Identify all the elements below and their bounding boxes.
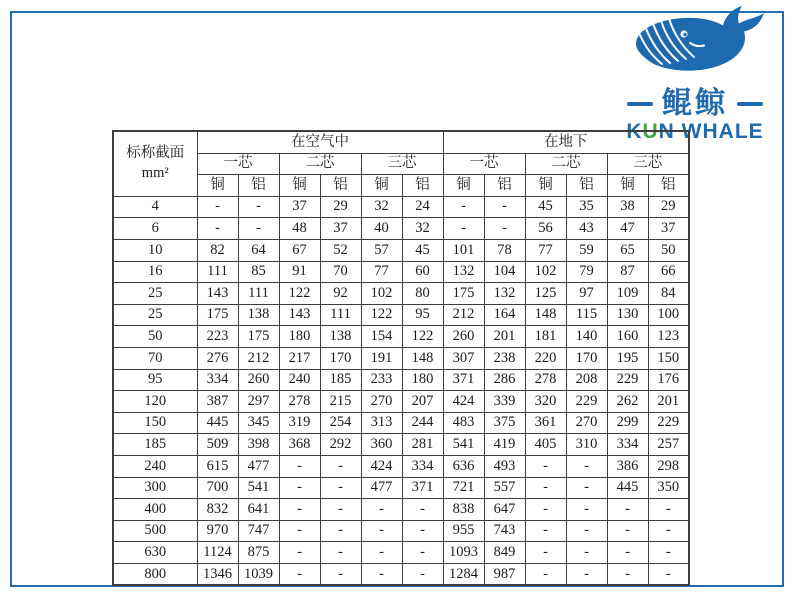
section-cell: 50	[113, 326, 197, 348]
value-cell: 292	[320, 434, 361, 456]
section-cell: 16	[113, 261, 197, 283]
value-cell: 278	[279, 391, 320, 413]
value-cell: 56	[525, 218, 566, 240]
value-cell: -	[648, 542, 689, 564]
value-cell: 132	[443, 261, 484, 283]
ampacity-table	[112, 130, 690, 586]
value-cell: 87	[607, 261, 648, 283]
value-cell: 1124	[197, 542, 238, 564]
logo-dash-left	[627, 102, 653, 106]
value-cell: 398	[238, 434, 279, 456]
value-cell: 47	[607, 218, 648, 240]
value-cell: 77	[361, 261, 402, 283]
value-cell: 212	[443, 304, 484, 326]
value-cell: 185	[320, 369, 361, 391]
value-cell: 59	[566, 239, 607, 261]
section-cell: 400	[113, 499, 197, 521]
value-cell: -	[320, 542, 361, 564]
section-cell: 630	[113, 542, 197, 564]
core-header-row	[113, 153, 689, 175]
value-cell: -	[279, 542, 320, 564]
value-cell: 40	[361, 218, 402, 240]
table-row	[113, 499, 689, 521]
value-cell: 260	[443, 326, 484, 348]
value-cell: 375	[484, 412, 525, 434]
value-cell: 299	[607, 412, 648, 434]
value-cell: 104	[484, 261, 525, 283]
core-header: 二芯	[279, 153, 361, 175]
value-cell: -	[566, 563, 607, 585]
value-cell: 101	[443, 239, 484, 261]
value-cell: 29	[648, 196, 689, 218]
value-cell: 80	[402, 283, 443, 305]
value-cell: 424	[361, 455, 402, 477]
section-cell: 95	[113, 369, 197, 391]
value-cell: -	[566, 542, 607, 564]
core-header: 三芯	[361, 153, 443, 175]
value-cell: 102	[361, 283, 402, 305]
value-cell: 52	[320, 239, 361, 261]
value-cell: -	[320, 477, 361, 499]
value-cell: 122	[279, 283, 320, 305]
value-cell: 181	[525, 326, 566, 348]
value-cell: -	[402, 542, 443, 564]
value-cell: 29	[320, 196, 361, 218]
value-cell: 32	[361, 196, 402, 218]
value-cell: 307	[443, 347, 484, 369]
value-cell: -	[361, 520, 402, 542]
value-cell: -	[402, 563, 443, 585]
value-cell: 262	[607, 391, 648, 413]
section-cell: 300	[113, 477, 197, 499]
material-header: 铝	[484, 175, 525, 197]
value-cell: 257	[648, 434, 689, 456]
value-cell: -	[525, 499, 566, 521]
value-cell: 148	[402, 347, 443, 369]
value-cell: 125	[525, 283, 566, 305]
value-cell: 636	[443, 455, 484, 477]
value-cell: -	[361, 542, 402, 564]
value-cell: -	[279, 477, 320, 499]
core-header: 三芯	[607, 153, 689, 175]
value-cell: 270	[566, 412, 607, 434]
value-cell: 215	[320, 391, 361, 413]
value-cell: 955	[443, 520, 484, 542]
value-cell: 557	[484, 477, 525, 499]
corner-title: 标称截面	[126, 145, 185, 162]
value-cell: 445	[197, 412, 238, 434]
value-cell: 229	[648, 412, 689, 434]
logo-en-u: U	[642, 119, 659, 143]
value-cell: -	[525, 520, 566, 542]
value-cell: 111	[197, 261, 238, 283]
section-cell: 800	[113, 563, 197, 585]
value-cell: -	[484, 196, 525, 218]
value-cell: 201	[648, 391, 689, 413]
section-cell: 6	[113, 218, 197, 240]
core-header: 一芯	[197, 153, 279, 175]
value-cell: -	[525, 477, 566, 499]
value-cell: 37	[279, 196, 320, 218]
table-row	[113, 412, 689, 434]
value-cell: 334	[402, 455, 443, 477]
value-cell: 180	[279, 326, 320, 348]
value-cell: 371	[402, 477, 443, 499]
value-cell: -	[361, 499, 402, 521]
section-cell: 70	[113, 347, 197, 369]
value-cell: 148	[525, 304, 566, 326]
value-cell: 387	[197, 391, 238, 413]
material-header: 铜	[443, 175, 484, 197]
value-cell: 92	[320, 283, 361, 305]
value-cell: 220	[525, 347, 566, 369]
value-cell: 82	[197, 239, 238, 261]
value-cell: 970	[197, 520, 238, 542]
value-cell: 875	[238, 542, 279, 564]
value-cell: 240	[279, 369, 320, 391]
value-cell: 286	[484, 369, 525, 391]
value-cell: 85	[238, 261, 279, 283]
value-cell: 229	[566, 391, 607, 413]
value-cell: -	[525, 455, 566, 477]
value-cell: 100	[648, 304, 689, 326]
value-cell: 140	[566, 326, 607, 348]
value-cell: 743	[484, 520, 525, 542]
logo-cn-row	[606, 88, 784, 120]
value-cell: 122	[402, 326, 443, 348]
group-header-air: 在空气中	[197, 131, 443, 153]
value-cell: 509	[197, 434, 238, 456]
value-cell: 84	[648, 283, 689, 305]
value-cell: 45	[402, 239, 443, 261]
value-cell: 319	[279, 412, 320, 434]
value-cell: 67	[279, 239, 320, 261]
value-cell: 254	[320, 412, 361, 434]
value-cell: 419	[484, 434, 525, 456]
material-header: 铜	[197, 175, 238, 197]
value-cell: 541	[238, 477, 279, 499]
value-cell: -	[402, 520, 443, 542]
corner-unit: mm²	[141, 164, 169, 181]
value-cell: 150	[648, 347, 689, 369]
value-cell: 138	[320, 326, 361, 348]
value-cell: 339	[484, 391, 525, 413]
material-header: 铝	[566, 175, 607, 197]
value-cell: -	[320, 455, 361, 477]
value-cell: 477	[361, 477, 402, 499]
value-cell: 445	[607, 477, 648, 499]
value-cell: -	[238, 218, 279, 240]
value-cell: -	[320, 499, 361, 521]
value-cell: 143	[279, 304, 320, 326]
section-cell: 150	[113, 412, 197, 434]
value-cell: -	[320, 563, 361, 585]
value-cell: 132	[484, 283, 525, 305]
material-header: 铜	[361, 175, 402, 197]
table-row	[113, 326, 689, 348]
value-cell: -	[279, 499, 320, 521]
value-cell: -	[566, 477, 607, 499]
value-cell: 175	[443, 283, 484, 305]
table-row	[113, 261, 689, 283]
material-header: 铜	[525, 175, 566, 197]
section-cell: 500	[113, 520, 197, 542]
value-cell: 217	[279, 347, 320, 369]
value-cell: 477	[238, 455, 279, 477]
value-cell: 838	[443, 499, 484, 521]
value-cell: -	[443, 218, 484, 240]
value-cell: 57	[361, 239, 402, 261]
material-header: 铜	[607, 175, 648, 197]
value-cell: 91	[279, 261, 320, 283]
value-cell: 386	[607, 455, 648, 477]
whale-icon	[619, 4, 771, 92]
table-row	[113, 283, 689, 305]
value-cell: 180	[402, 369, 443, 391]
section-cell: 4	[113, 196, 197, 218]
value-cell: 130	[607, 304, 648, 326]
value-cell: 244	[402, 412, 443, 434]
group-header-row	[113, 131, 689, 153]
value-cell: 122	[361, 304, 402, 326]
value-cell: -	[197, 196, 238, 218]
value-cell: 1039	[238, 563, 279, 585]
value-cell: 111	[238, 283, 279, 305]
table-row	[113, 196, 689, 218]
value-cell: 95	[402, 304, 443, 326]
value-cell: 138	[238, 304, 279, 326]
value-cell: 175	[238, 326, 279, 348]
value-cell: -	[402, 499, 443, 521]
table-body	[113, 196, 689, 585]
value-cell: 175	[197, 304, 238, 326]
value-cell: 987	[484, 563, 525, 585]
company-logo	[606, 4, 784, 142]
value-cell: 60	[402, 261, 443, 283]
value-cell: 115	[566, 304, 607, 326]
table-row	[113, 391, 689, 413]
value-cell: 170	[320, 347, 361, 369]
value-cell: 849	[484, 542, 525, 564]
value-cell: 238	[484, 347, 525, 369]
corner-header	[113, 131, 197, 196]
value-cell: -	[279, 563, 320, 585]
value-cell: 45	[525, 196, 566, 218]
section-cell: 120	[113, 391, 197, 413]
value-cell: -	[566, 455, 607, 477]
value-cell: 320	[525, 391, 566, 413]
section-cell: 25	[113, 283, 197, 305]
value-cell: -	[443, 196, 484, 218]
table-row	[113, 520, 689, 542]
value-cell: 207	[402, 391, 443, 413]
value-cell: 102	[525, 261, 566, 283]
value-cell: 50	[648, 239, 689, 261]
value-cell: -	[320, 520, 361, 542]
value-cell: -	[607, 542, 648, 564]
value-cell: 832	[197, 499, 238, 521]
value-cell: 350	[648, 477, 689, 499]
value-cell: 48	[279, 218, 320, 240]
logo-en-rest: N WHALE	[658, 119, 764, 143]
value-cell: 43	[566, 218, 607, 240]
value-cell: 405	[525, 434, 566, 456]
table-row	[113, 347, 689, 369]
value-cell: 360	[361, 434, 402, 456]
value-cell: 201	[484, 326, 525, 348]
value-cell: 143	[197, 283, 238, 305]
material-header: 铝	[320, 175, 361, 197]
section-cell: 240	[113, 455, 197, 477]
material-header: 铜	[279, 175, 320, 197]
value-cell: 297	[238, 391, 279, 413]
table-row	[113, 563, 689, 585]
value-cell: 298	[648, 455, 689, 477]
value-cell: 233	[361, 369, 402, 391]
value-cell: 541	[443, 434, 484, 456]
value-cell: -	[648, 520, 689, 542]
value-cell: -	[648, 563, 689, 585]
value-cell: 747	[238, 520, 279, 542]
value-cell: 176	[648, 369, 689, 391]
value-cell: -	[238, 196, 279, 218]
value-cell: 37	[648, 218, 689, 240]
logo-cn-name: 鲲鲸	[662, 87, 728, 120]
table-row	[113, 304, 689, 326]
value-cell: 276	[197, 347, 238, 369]
value-cell: -	[566, 499, 607, 521]
table-row	[113, 434, 689, 456]
value-cell: 345	[238, 412, 279, 434]
value-cell: 195	[607, 347, 648, 369]
material-header-row	[113, 175, 689, 197]
table-row	[113, 218, 689, 240]
table-row	[113, 477, 689, 499]
table-row	[113, 542, 689, 564]
value-cell: -	[279, 455, 320, 477]
value-cell: 368	[279, 434, 320, 456]
value-cell: 35	[566, 196, 607, 218]
value-cell: 109	[607, 283, 648, 305]
material-header: 铝	[648, 175, 689, 197]
value-cell: 66	[648, 261, 689, 283]
value-cell: 493	[484, 455, 525, 477]
value-cell: 32	[402, 218, 443, 240]
value-cell: 223	[197, 326, 238, 348]
table-row	[113, 455, 689, 477]
value-cell: -	[607, 563, 648, 585]
value-cell: 260	[238, 369, 279, 391]
logo-en-k: K	[626, 119, 643, 143]
core-header: 二芯	[525, 153, 607, 175]
value-cell: 70	[320, 261, 361, 283]
value-cell: 208	[566, 369, 607, 391]
value-cell: 700	[197, 477, 238, 499]
value-cell: 24	[402, 196, 443, 218]
value-cell: -	[361, 563, 402, 585]
value-cell: -	[607, 499, 648, 521]
value-cell: 483	[443, 412, 484, 434]
value-cell: 278	[525, 369, 566, 391]
section-cell: 25	[113, 304, 197, 326]
value-cell: 1093	[443, 542, 484, 564]
value-cell: 1346	[197, 563, 238, 585]
value-cell: -	[197, 218, 238, 240]
section-cell: 185	[113, 434, 197, 456]
value-cell: 310	[566, 434, 607, 456]
value-cell: -	[484, 218, 525, 240]
logo-dash-right	[737, 102, 763, 106]
value-cell: 191	[361, 347, 402, 369]
value-cell: 281	[402, 434, 443, 456]
value-cell: 424	[443, 391, 484, 413]
value-cell: 212	[238, 347, 279, 369]
value-cell: 1284	[443, 563, 484, 585]
group-header-ground: 在地下	[443, 131, 689, 153]
value-cell: 170	[566, 347, 607, 369]
value-cell: 77	[525, 239, 566, 261]
value-cell: 641	[238, 499, 279, 521]
value-cell: 111	[320, 304, 361, 326]
value-cell: 65	[607, 239, 648, 261]
value-cell: 97	[566, 283, 607, 305]
value-cell: 313	[361, 412, 402, 434]
value-cell: 334	[607, 434, 648, 456]
value-cell: -	[279, 520, 320, 542]
value-cell: 37	[320, 218, 361, 240]
value-cell: 721	[443, 477, 484, 499]
table-row	[113, 239, 689, 261]
value-cell: 123	[648, 326, 689, 348]
value-cell: 615	[197, 455, 238, 477]
value-cell: 160	[607, 326, 648, 348]
value-cell: 154	[361, 326, 402, 348]
value-cell: 64	[238, 239, 279, 261]
value-cell: -	[525, 563, 566, 585]
value-cell: -	[607, 520, 648, 542]
material-header: 铝	[402, 175, 443, 197]
value-cell: 270	[361, 391, 402, 413]
core-header: 一芯	[443, 153, 525, 175]
table-row	[113, 369, 689, 391]
value-cell: -	[525, 542, 566, 564]
value-cell: 79	[566, 261, 607, 283]
value-cell: 78	[484, 239, 525, 261]
value-cell: 164	[484, 304, 525, 326]
section-cell: 10	[113, 239, 197, 261]
value-cell: 647	[484, 499, 525, 521]
value-cell: 229	[607, 369, 648, 391]
value-cell: 334	[197, 369, 238, 391]
value-cell: 371	[443, 369, 484, 391]
value-cell: -	[648, 499, 689, 521]
value-cell: -	[566, 520, 607, 542]
value-cell: 361	[525, 412, 566, 434]
material-header: 铝	[238, 175, 279, 197]
value-cell: 38	[607, 196, 648, 218]
